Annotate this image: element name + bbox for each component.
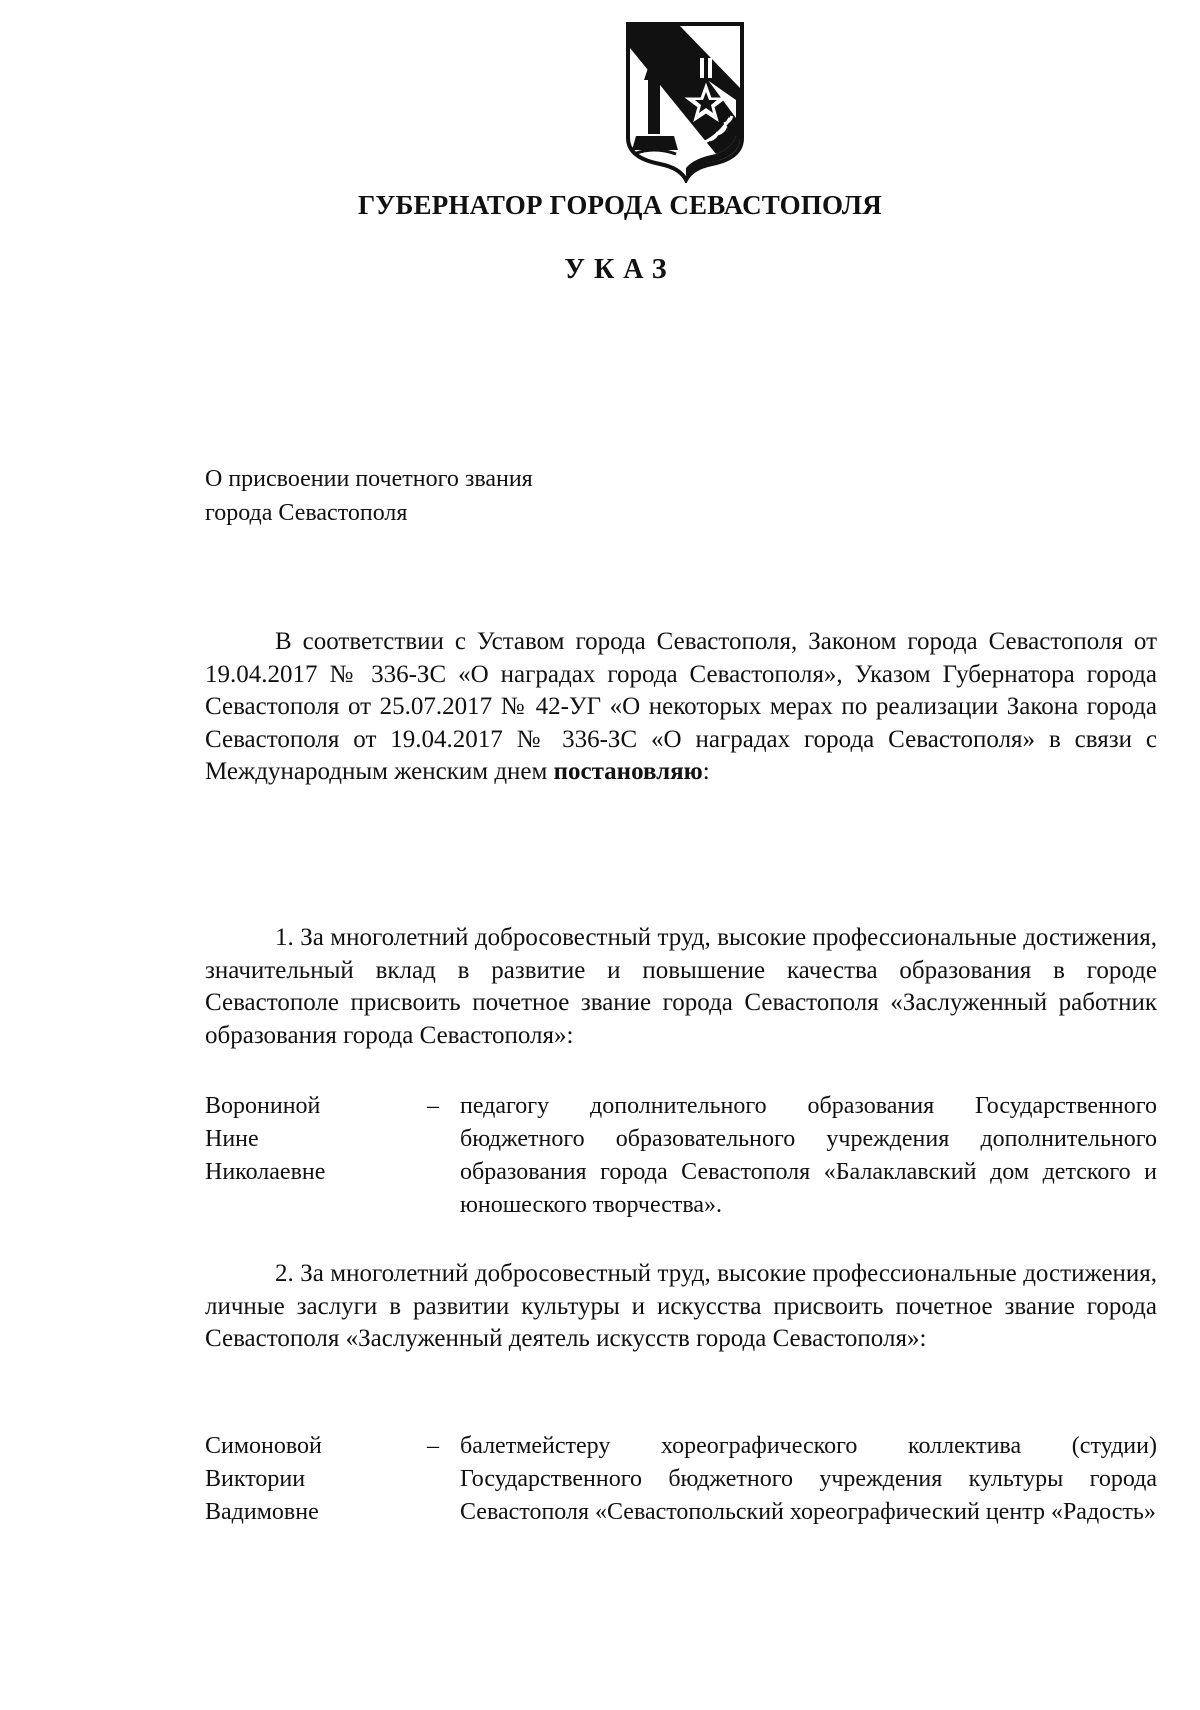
decree-subject	[205, 462, 533, 530]
recipient-patronymic: Вадимовне	[205, 1499, 319, 1525]
recipient-position: балетмейстеру хореографического коллектива (студии) Государственного бюджетного учреждения культуры города Севастополя «Севастопольский хореографический центр «Радость»	[460, 1433, 1157, 1525]
dash-separator: –	[427, 1433, 439, 1459]
clause-1	[205, 922, 1157, 1052]
preamble-text: В соответствии с Уставом города Севастополя, Законом города Севастополя от 19.04.2017 № 336-ЗС «О наградах города Севастополя», Указом Губернатора города Севастополя от 25.07.2017 № 42-УГ «О некоторых мерах по реализации Закона города Севастополя от 19.04.2017 № 336-ЗС «О наградах города Севастополя» в связи с Международным женским днем	[205, 628, 1157, 785]
subject-line: города Севастополя	[205, 500, 408, 526]
recipient-first-name: Нине	[205, 1126, 259, 1152]
recipient-name	[205, 1430, 405, 1529]
sevastopol-coat-of-arms-icon	[620, 18, 750, 183]
recipient-patronymic: Николаевне	[205, 1159, 326, 1185]
document-type: УКАЗ	[564, 254, 676, 285]
clause-text: 1. За многолетний добросовестный труд, высокие профессиональные достижения, значительный вклад в развитие и повышение качества образования в городе Севастополе присвоить почетное звание города Севастополя «Заслуженный работник образования города Севастополя»:	[205, 924, 1157, 1049]
recipient-first-name: Виктории	[205, 1466, 306, 1492]
clause-text: 2. За многолетний добросовестный труд, высокие профессиональные достижения, личные заслуги в развитии культуры и искусства присвоить почетное звание города Севастополя «Заслуженный деятель искусств города Севастополя»:	[205, 1260, 1157, 1352]
preamble	[205, 626, 1157, 789]
subject-line: О присвоении почетного звания	[205, 466, 533, 492]
recipient-position: педагогу дополнительного образования Государственного бюджетного образовательного учреждения дополнительного образования города Севастополя «Балаклавский дом детского и юношеского творчества».	[460, 1093, 1157, 1218]
recipient-name	[205, 1090, 405, 1189]
preamble-paragraph	[205, 626, 1157, 789]
dash-separator: –	[427, 1093, 439, 1119]
preamble-tail: :	[702, 758, 710, 785]
resolution-word: постановляю	[553, 758, 703, 785]
recipient-surname: Ворониной	[205, 1093, 321, 1119]
recipient-surname: Симоновой	[205, 1433, 322, 1459]
issuer-title: ГУБЕРНАТОР ГОРОДА СЕВАСТОПОЛЯ	[358, 190, 882, 220]
clause-2	[205, 1258, 1157, 1356]
